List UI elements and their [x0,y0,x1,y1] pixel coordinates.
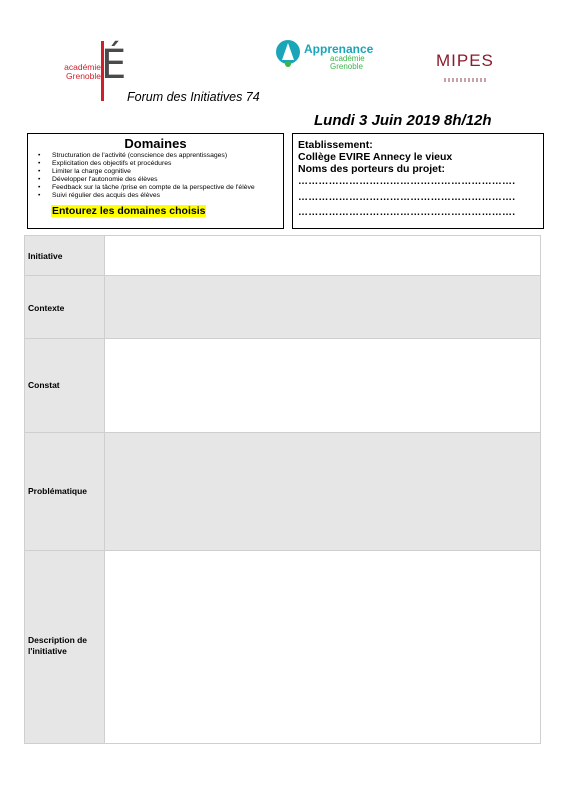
row-label: Constat [28,380,60,390]
etablissement-label: Etablissement: [298,139,373,151]
row-label: Contexte [28,303,65,313]
apprenance-subtitle [330,55,365,71]
table-row-contexte [25,276,540,339]
row-label-cell [25,236,105,275]
apprenance-logo [274,38,374,78]
row-label: Description de l'initiative [28,635,88,656]
domaine-item[interactable]: • Structuration de l'activité (conscience des apprentissages) [38,152,255,160]
academie-logo-line2: Grenoble [66,71,101,81]
porteurs-label: Noms des porteurs du projet: [298,163,446,175]
problematique-field[interactable] [105,433,540,550]
academie-logo-text [55,63,101,81]
domaines-instruction: Entourez les domaines choisis [52,205,206,217]
table-row-initiative [25,236,540,276]
initiative-form-table [24,235,541,744]
mipes-title: MIPES [436,51,494,70]
forum-title: Forum des Initiatives 74 [127,90,260,104]
row-label-cell [25,433,105,550]
apprenance-icon [274,38,302,70]
domaines-box [27,133,284,229]
domaine-item[interactable]: • Suivi régulier des acquis des élèves [38,192,255,200]
domaines-title: Domaines [124,136,187,151]
apprenance-title: Apprenance [304,42,374,56]
description-field[interactable] [105,551,540,743]
etablissement-name[interactable]: Collège EVIRE Annecy le vieux [298,151,453,163]
porteurs-line-2[interactable]: ………………………………………………………. [298,192,516,203]
mipes-logo [430,36,500,91]
porteurs-line-3[interactable]: ………………………………………………………. [298,207,516,218]
domaine-item[interactable]: • Limiter la charge cognitive [38,168,255,176]
academie-grenoble-logo [53,35,125,105]
domaine-item[interactable]: • Développer l'autonomie des élèves [38,176,255,184]
contexte-field[interactable] [105,276,540,338]
event-date: Lundi 3 Juin 2019 8h/12h [314,112,492,129]
row-label: Problématique [28,486,88,496]
row-label-cell [25,276,105,338]
table-row-description [25,551,540,743]
row-label-cell [25,551,105,743]
academie-logo-letter: É [101,42,127,88]
apprenance-sub2: Grenoble [330,62,363,71]
domaine-item[interactable]: • Feedback sur la tâche /prise en compte de la perspective de l'élève [38,184,255,192]
constat-field[interactable] [105,339,540,432]
table-row-problematique [25,433,540,551]
table-row-constat [25,339,540,433]
row-label-cell [25,339,105,432]
initiative-field[interactable] [105,236,540,275]
domaine-item[interactable]: • Explicitation des objectifs et procédures [38,160,255,168]
row-label: Initiative [28,251,63,261]
mipes-tagline-decor [444,78,488,82]
academie-logo-line1: académie [64,62,101,72]
etablissement-box [292,133,544,229]
porteurs-line-1[interactable]: ………………………………………………………. [298,176,516,187]
apprenance-sub1: académie [330,54,365,63]
domaines-list [38,152,255,201]
